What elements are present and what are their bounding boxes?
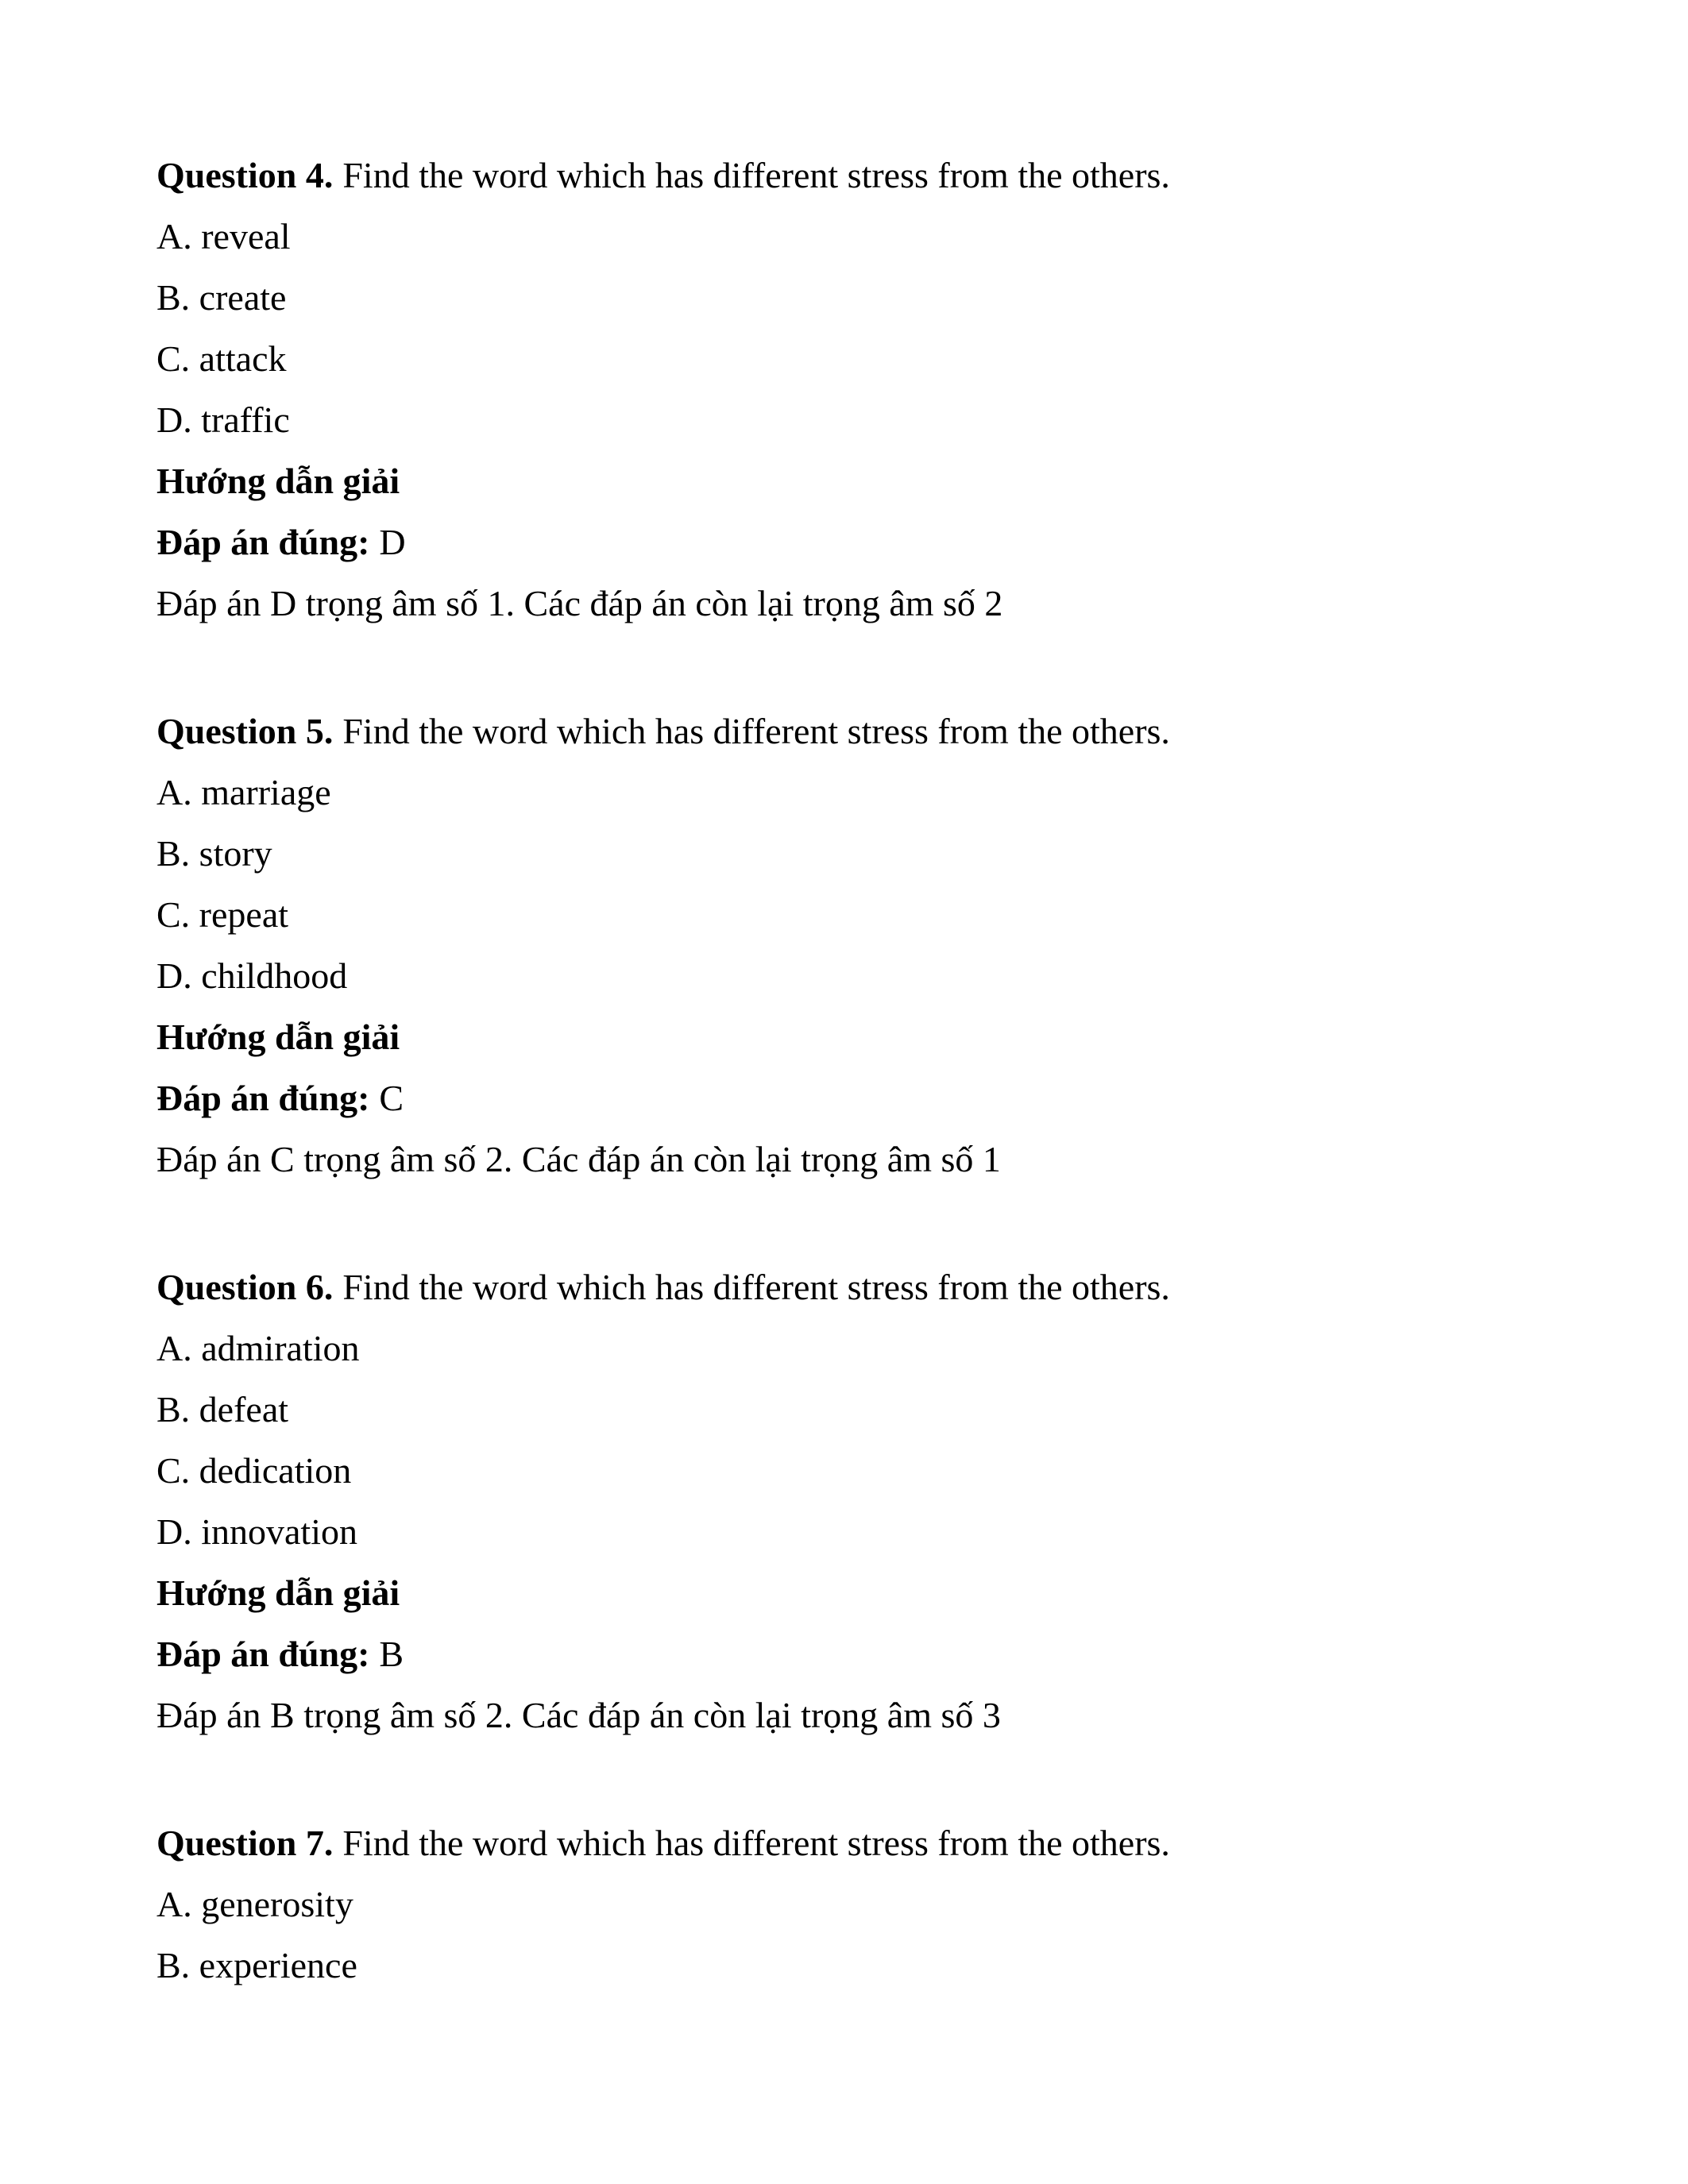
block-spacer	[156, 634, 1569, 700]
answer-line	[156, 511, 1569, 573]
answer-label: Đáp án đúng:	[156, 1078, 370, 1118]
question-number: Question 5.	[156, 711, 334, 751]
question-number: Question 6.	[156, 1267, 334, 1307]
explanation-text: Đáp án B trọng âm số 2. Các đáp án còn lại trọng âm số 3	[156, 1695, 1001, 1735]
question-block-5	[156, 700, 1569, 1190]
answer-value: B	[379, 1634, 404, 1674]
answer-line	[156, 1623, 1569, 1684]
option-b: B. defeat	[156, 1389, 289, 1430]
question-prompt: Find the word which has different stress from the others.	[342, 155, 1170, 195]
question-heading	[156, 1256, 1569, 1318]
answer-value: D	[379, 522, 406, 562]
explanation-text: Đáp án C trọng âm số 2. Các đáp án còn lại trọng âm số 1	[156, 1139, 1001, 1179]
option-a: A. admiration	[156, 1328, 360, 1368]
option-d: D. traffic	[156, 399, 290, 440]
option-c: C. repeat	[156, 894, 289, 935]
block-spacer	[156, 1190, 1569, 1256]
question-prompt: Find the word which has different stress from the others.	[342, 1267, 1170, 1307]
question-heading	[156, 1812, 1569, 1873]
answer-line	[156, 1067, 1569, 1129]
option-a: A. generosity	[156, 1884, 353, 1924]
option-b: B. experience	[156, 1945, 357, 1985]
option-b: B. create	[156, 277, 287, 318]
explanation-text: Đáp án D trọng âm số 1. Các đáp án còn lại trọng âm số 2	[156, 583, 1003, 623]
question-block-6	[156, 1256, 1569, 1746]
question-number: Question 7.	[156, 1823, 334, 1863]
option-d: D. childhood	[156, 955, 348, 996]
question-number: Question 4.	[156, 155, 334, 195]
guide-heading: Hướng dẫn giải	[156, 1017, 400, 1057]
option-c: C. attack	[156, 338, 287, 379]
answer-label: Đáp án đúng:	[156, 522, 370, 562]
question-prompt: Find the word which has different stress from the others.	[342, 711, 1170, 751]
question-heading	[156, 145, 1569, 206]
question-prompt: Find the word which has different stress from the others.	[342, 1823, 1170, 1863]
option-a: A. marriage	[156, 772, 331, 812]
option-d: D. innovation	[156, 1511, 357, 1552]
answer-label: Đáp án đúng:	[156, 1634, 370, 1674]
question-block-4	[156, 145, 1569, 634]
guide-heading: Hướng dẫn giải	[156, 461, 400, 501]
option-b: B. story	[156, 833, 272, 874]
guide-heading: Hướng dẫn giải	[156, 1572, 400, 1613]
question-heading	[156, 700, 1569, 762]
block-spacer	[156, 1746, 1569, 1812]
option-c: C. dedication	[156, 1450, 352, 1491]
question-block-7	[156, 1812, 1569, 1996]
option-a: A. reveal	[156, 216, 291, 257]
answer-value: C	[379, 1078, 404, 1118]
